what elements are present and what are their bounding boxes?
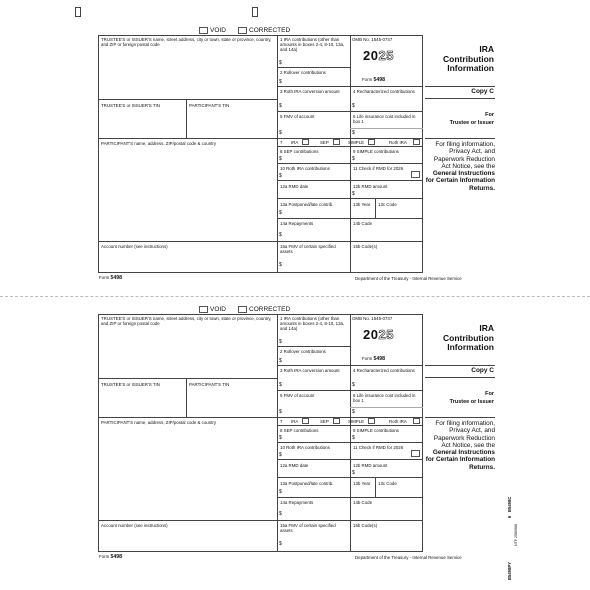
box7-ira-checkbox[interactable] <box>302 139 309 145</box>
for-trustee-label: Trustee or Issuer <box>449 399 494 405</box>
box8-dollar: $ <box>279 435 282 441</box>
box7-simple-label: SIMPLE <box>348 140 365 145</box>
box13c-label: 13c Code <box>378 481 397 486</box>
trustee-tin-label: TRUSTEE'S or ISSUER'S TIN <box>101 382 160 387</box>
box7-simple-label: SIMPLE <box>348 419 365 424</box>
box7-sep-checkbox[interactable] <box>333 139 340 145</box>
trustee-tin-label: TRUSTEE'S or ISSUER'S TIN <box>101 103 160 108</box>
box15a-dollar: $ <box>279 262 282 268</box>
for-trustee-label: Trustee or Issuer <box>449 120 494 126</box>
box5-dollar: $ <box>279 409 282 415</box>
box15a-dollar: $ <box>279 541 282 547</box>
box14b-label: 14b Code <box>353 500 373 505</box>
instructions-text: For filing information, Privacy Act, and Paperwork Reduction Act Notice, see the General Instructions for Certain Information Returns. <box>425 141 495 192</box>
box7-sep-label: SEP <box>320 140 329 145</box>
box7-label: 7 <box>280 419 283 424</box>
omb-number: OMB No. 1545-0747 <box>352 37 393 42</box>
box6-dollar: $ <box>352 130 355 136</box>
box3-label: 3 Roth IRA conversion amount <box>280 89 340 94</box>
box7-roth-label: Roth IRA <box>389 419 407 424</box>
box12b-label: 12b RMD amount <box>353 184 388 189</box>
form-title: IRA Contribution Information <box>443 323 494 352</box>
void-label: VOID <box>210 306 226 313</box>
box13a-label: 13a Postponed/late contrib. <box>280 481 334 486</box>
box14a-label: 14a Repayments <box>280 221 314 226</box>
box10-dollar: $ <box>279 173 282 179</box>
box13b-label: 13b Year <box>353 202 371 207</box>
box12b-dollar: $ <box>352 191 355 197</box>
box7-ira-label: IRA <box>291 140 299 145</box>
box15a-label: 15a FMV of certain specified assets <box>280 523 336 533</box>
corrected-checkbox[interactable] <box>238 27 247 34</box>
box15b-label: 15b Code(s) <box>353 523 378 528</box>
box7-sep-label: SEP <box>320 419 329 424</box>
participant-tin-label: PARTICIPANT'S TIN <box>189 103 230 108</box>
box7-roth-label: Roth IRA <box>389 140 407 145</box>
box15b-label: 15b Code(s) <box>353 244 378 249</box>
side-code-a: B5498PY <box>507 562 512 580</box>
box13a-dollar: $ <box>279 489 282 495</box>
box15a-label: 15a FMV of certain specified assets <box>280 244 336 254</box>
box4-dollar: $ <box>352 382 355 388</box>
box12b-dollar: $ <box>352 470 355 476</box>
footer-form-number: Form 5498 <box>99 275 123 281</box>
box8-label: 8 SEP contributions <box>280 428 319 433</box>
participant-name-label: PARTICIPANT'S name, address, ZIP/postal code & country <box>101 420 217 425</box>
box14b-label: 14b Code <box>353 221 373 226</box>
participant-tin-label: PARTICIPANT'S TIN <box>189 382 230 387</box>
box13c-label: 13c Code <box>378 202 397 207</box>
box7-simple-checkbox[interactable] <box>368 418 375 424</box>
copy-label: Copy C <box>471 367 494 374</box>
box7-roth-checkbox[interactable] <box>413 139 420 145</box>
box7-roth-checkbox[interactable] <box>413 418 420 424</box>
void-checkbox[interactable] <box>199 27 208 34</box>
void-label: VOID <box>210 27 226 34</box>
box10-dollar: $ <box>279 452 282 458</box>
box14a-dollar: $ <box>279 511 282 517</box>
box13a-dollar: $ <box>279 210 282 216</box>
copy-label: Copy C <box>471 88 494 95</box>
box14a-label: 14a Repayments <box>280 500 314 505</box>
corrected-label: CORRECTED <box>249 306 291 313</box>
box4-label: 4 Recharacterized contributions <box>353 89 415 94</box>
box6-label: 6 Life insurance cost included in box 1 <box>353 393 416 403</box>
corrected-checkbox[interactable] <box>238 306 247 313</box>
corrected-label: CORRECTED <box>249 27 291 34</box>
box11-checkbox[interactable] <box>411 171 420 178</box>
box1-label: 1 IRA contributions (other than amounts in boxes 2-4, 8-10, 13a, and 14a) <box>280 316 345 331</box>
footer-department: Department of the Treasury - Internal Revenue Service <box>355 555 462 560</box>
box9-label: 9 SIMPLE contributions <box>353 149 399 154</box>
box7-ira-checkbox[interactable] <box>302 418 309 424</box>
box1-dollar: $ <box>279 60 282 66</box>
box1-label: 1 IRA contributions (other than amounts in boxes 2-4, 8-10, 13a, and 14a) <box>280 37 345 52</box>
box1-dollar: $ <box>279 339 282 345</box>
box6-dollar: $ <box>352 409 355 415</box>
box3-label: 3 Roth IRA conversion amount <box>280 368 340 373</box>
instructions-text: For filing information, Privacy Act, and Paperwork Reduction Act Notice, see the General Instructions for Certain Information Returns. <box>425 420 495 471</box>
side-code-d: B5498C <box>507 496 512 512</box>
box14a-dollar: $ <box>279 232 282 238</box>
box6-label: 6 Life insurance cost included in box 1 <box>353 114 416 124</box>
box9-dollar: $ <box>352 435 355 441</box>
box2-dollar: $ <box>279 79 282 85</box>
for-label: For <box>485 112 494 118</box>
side-code-c: 6 <box>507 515 512 518</box>
box4-dollar: $ <box>352 103 355 109</box>
box5-label: 5 FMV of account <box>280 114 315 119</box>
box3-dollar: $ <box>279 103 282 109</box>
box2-dollar: $ <box>279 358 282 364</box>
box2-label: 2 Rollover contributions <box>280 349 326 354</box>
form-title: IRA Contribution Information <box>443 44 494 73</box>
box5-dollar: $ <box>279 130 282 136</box>
side-code-b: NTF 2586988 <box>514 524 518 546</box>
box2-label: 2 Rollover contributions <box>280 70 326 75</box>
omb-number: OMB No. 1545-0747 <box>352 316 393 321</box>
form-number-label: Form 5498 <box>362 77 386 83</box>
box5-label: 5 FMV of account <box>280 393 315 398</box>
form-number-label: Form 5498 <box>362 356 386 362</box>
box7-ira-label: IRA <box>291 419 299 424</box>
tax-year: 2025 <box>363 48 394 63</box>
box12b-label: 12b RMD amount <box>353 463 388 468</box>
box7-label: 7 <box>280 140 283 145</box>
footer-department: Department of the Treasury - Internal Revenue Service <box>355 276 462 281</box>
footer-form-number: Form 5498 <box>99 554 123 560</box>
participant-name-label: PARTICIPANT'S name, address, ZIP/postal code & country <box>101 141 217 146</box>
box11-label: 11 Check if RMD for 2026 <box>353 166 404 171</box>
trustee-label: TRUSTEE'S or ISSUER'S name, street address, city or town, state or province, country, and ZIP or foreign postal code <box>101 37 272 47</box>
box12a-label: 12a RMD date <box>280 184 309 189</box>
account-number-label: Account number (see instructions) <box>101 244 168 249</box>
for-label: For <box>485 391 494 397</box>
box8-dollar: $ <box>279 156 282 162</box>
form-frame <box>98 314 423 552</box>
box11-checkbox[interactable] <box>411 450 420 457</box>
box13a-label: 13a Postponed/late contrib. <box>280 202 334 207</box>
box9-dollar: $ <box>352 156 355 162</box>
box7-sep-checkbox[interactable] <box>333 418 340 424</box>
box10-label: 10 Roth IRA contributions <box>280 445 330 450</box>
box12a-label: 12a RMD date <box>280 463 309 468</box>
form-copy-bottom <box>0 279 590 575</box>
box4-label: 4 Recharacterized contributions <box>353 368 415 373</box>
box11-label: 11 Check if RMD for 2026 <box>353 445 404 450</box>
trustee-label: TRUSTEE'S or ISSUER'S name, street address, city or town, state or province, country, and ZIP or foreign postal code <box>101 316 272 326</box>
tax-year: 2025 <box>363 327 394 342</box>
box3-dollar: $ <box>279 382 282 388</box>
box10-label: 10 Roth IRA contributions <box>280 166 330 171</box>
void-checkbox[interactable] <box>199 306 208 313</box>
box13b-label: 13b Year <box>353 481 371 486</box>
box8-label: 8 SEP contributions <box>280 149 319 154</box>
form-frame <box>98 35 423 273</box>
box9-label: 9 SIMPLE contributions <box>353 428 399 433</box>
account-number-label: Account number (see instructions) <box>101 523 168 528</box>
box7-simple-checkbox[interactable] <box>368 139 375 145</box>
